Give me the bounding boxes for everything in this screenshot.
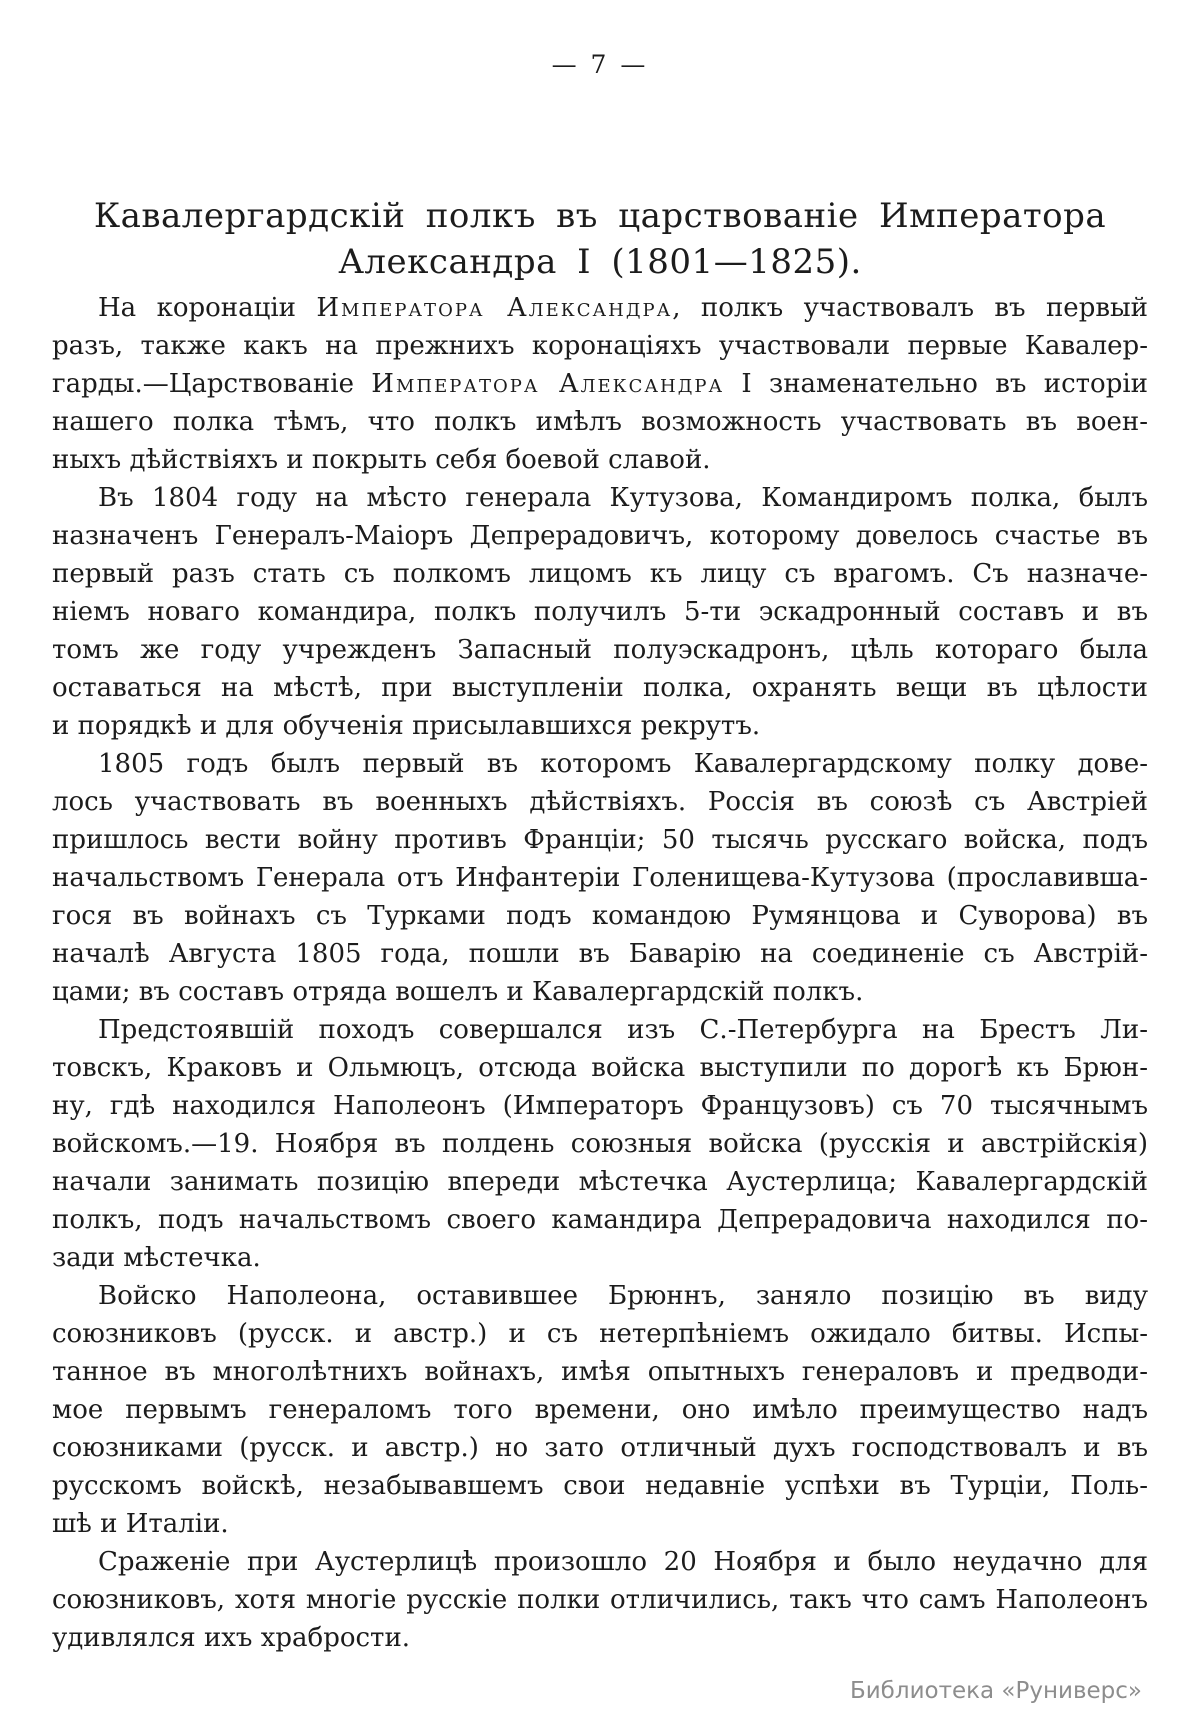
text-line: зади мѣстечка. xyxy=(52,1243,261,1273)
library-watermark: Библиотека «Руниверс» xyxy=(849,1678,1142,1704)
text-line: войскомъ.—19. Ноября въ полдень союзныя войска (русскія и австрійскія) xyxy=(52,1129,1148,1159)
text-line: пришлось вести войну противъ Франціи; 50 тысячь русскаго войска, подъ xyxy=(52,825,1148,855)
text-line: Сраженіе при Аустерлицѣ произошло 20 Ноября и было неудачно для xyxy=(98,1547,1148,1577)
text-line: томъ же году учрежденъ Запасный полуэскадронъ, цѣль котораго была xyxy=(52,635,1148,665)
text-line: удивлялся ихъ храбрости. xyxy=(52,1623,411,1653)
text-line: шѣ и Италіи. xyxy=(52,1509,229,1539)
text-line: гарды.—Царствованіе Императора Александра I знаменательно въ исторіи xyxy=(52,369,1148,399)
text-line: союзниковъ (русск. и австр.) и съ нетерпѣніемъ ожидало битвы. Испы- xyxy=(52,1319,1148,1349)
text-line: русскомъ войскѣ, незабывавшемъ свои недавніе успѣхи въ Турціи, Поль- xyxy=(52,1471,1148,1501)
body-text xyxy=(52,289,1148,1657)
text-line: товскъ, Краковъ и Ольмюцъ, отсюда войска выступили по дорогѣ къ Брюн- xyxy=(52,1053,1148,1083)
text-line: союзниковъ, хотя многіе русскіе полки отличились, такъ что самъ Наполеонъ xyxy=(52,1585,1148,1615)
text-line: полкъ, подъ начальствомъ своего камандира Депрерадовича находился по- xyxy=(52,1205,1148,1235)
text-line: началѣ Августа 1805 года, пошли въ Баварію на соединеніе съ Австрій- xyxy=(52,939,1148,969)
paragraph xyxy=(52,1543,1148,1657)
text-line: На коронаціи Императора Александра, полкъ участвовалъ въ первый xyxy=(98,293,1148,323)
paragraph xyxy=(52,479,1148,745)
title-line-1: Кавалергардскій полкъ въ царствованіе Императора xyxy=(93,196,1107,236)
text-line: разъ, также какъ на прежнихъ коронаціяхъ участвовали первые Кавалер- xyxy=(52,331,1148,361)
text-line: 1805 годъ былъ первый въ которомъ Кавалергардскому полку дове- xyxy=(98,749,1148,779)
text-line: союзниками (русск. и австр.) но зато отличный духъ господствовалъ и въ xyxy=(52,1433,1148,1463)
text-line: начали занимать позицію впереди мѣстечка Аустерлица; Кавалергардскій xyxy=(52,1167,1148,1197)
paragraph xyxy=(52,1277,1148,1543)
text-line: ныхъ дѣйствіяхъ и покрыть себя боевой славой. xyxy=(52,445,711,475)
text-line: ну, гдѣ находился Наполеонъ (Императоръ Французовъ) съ 70 тысячнымъ xyxy=(52,1091,1148,1121)
page-title xyxy=(0,193,1200,285)
paragraph xyxy=(52,745,1148,1011)
text-line: Войско Наполеона, оставившее Брюннъ, заняло позицію въ виду xyxy=(98,1281,1148,1311)
paragraph xyxy=(52,289,1148,479)
text-line: мое первымъ генераломъ того времени, оно имѣло преимущество надъ xyxy=(52,1395,1148,1425)
text-line: гося въ войнахъ съ Турками подъ командою Румянцова и Суворова) въ xyxy=(52,901,1148,931)
text-line: цами; въ составъ отряда вошелъ и Кавалергардскій полкъ. xyxy=(52,977,864,1007)
page-number: — 7 — xyxy=(551,50,649,79)
text-line: первый разъ стать съ полкомъ лицомъ къ лицу съ врагомъ. Съ назначе- xyxy=(52,559,1148,589)
text-line: Предстоявшій походъ совершался изъ С.-Петербурга на Брестъ Ли- xyxy=(98,1015,1148,1045)
text-line: нашего полка тѣмъ, что полкъ имѣлъ возможность участвовать въ воен- xyxy=(52,407,1148,437)
title-line-2: Александра I (1801—1825). xyxy=(338,242,862,282)
text-line: Въ 1804 году на мѣсто генерала Кутузова, Командиромъ полка, былъ xyxy=(98,483,1148,513)
paragraph xyxy=(52,1011,1148,1277)
text-line: ніемъ новаго командира, полкъ получилъ 5-ти эскадронный составъ и въ xyxy=(52,597,1148,627)
text-line: и порядкѣ и для обученія присылавшихся рекрутъ. xyxy=(52,711,761,741)
text-line: оставаться на мѣстѣ, при выступленіи полка, охранять вещи въ цѣлости xyxy=(52,673,1148,703)
text-line: назначенъ Генералъ-Маіоръ Депрерадовичъ, которому довелось счастье въ xyxy=(52,521,1148,551)
text-line: начальствомъ Генерала отъ Инфантеріи Голенищева-Кутузова (прославивша- xyxy=(52,863,1148,893)
text-line: танное въ многолѣтнихъ войнахъ, имѣя опытныхъ генераловъ и предводи- xyxy=(52,1357,1148,1387)
text-line: лось участвовать въ военныхъ дѣйствіяхъ. Россія въ союзѣ съ Австріей xyxy=(52,787,1148,817)
